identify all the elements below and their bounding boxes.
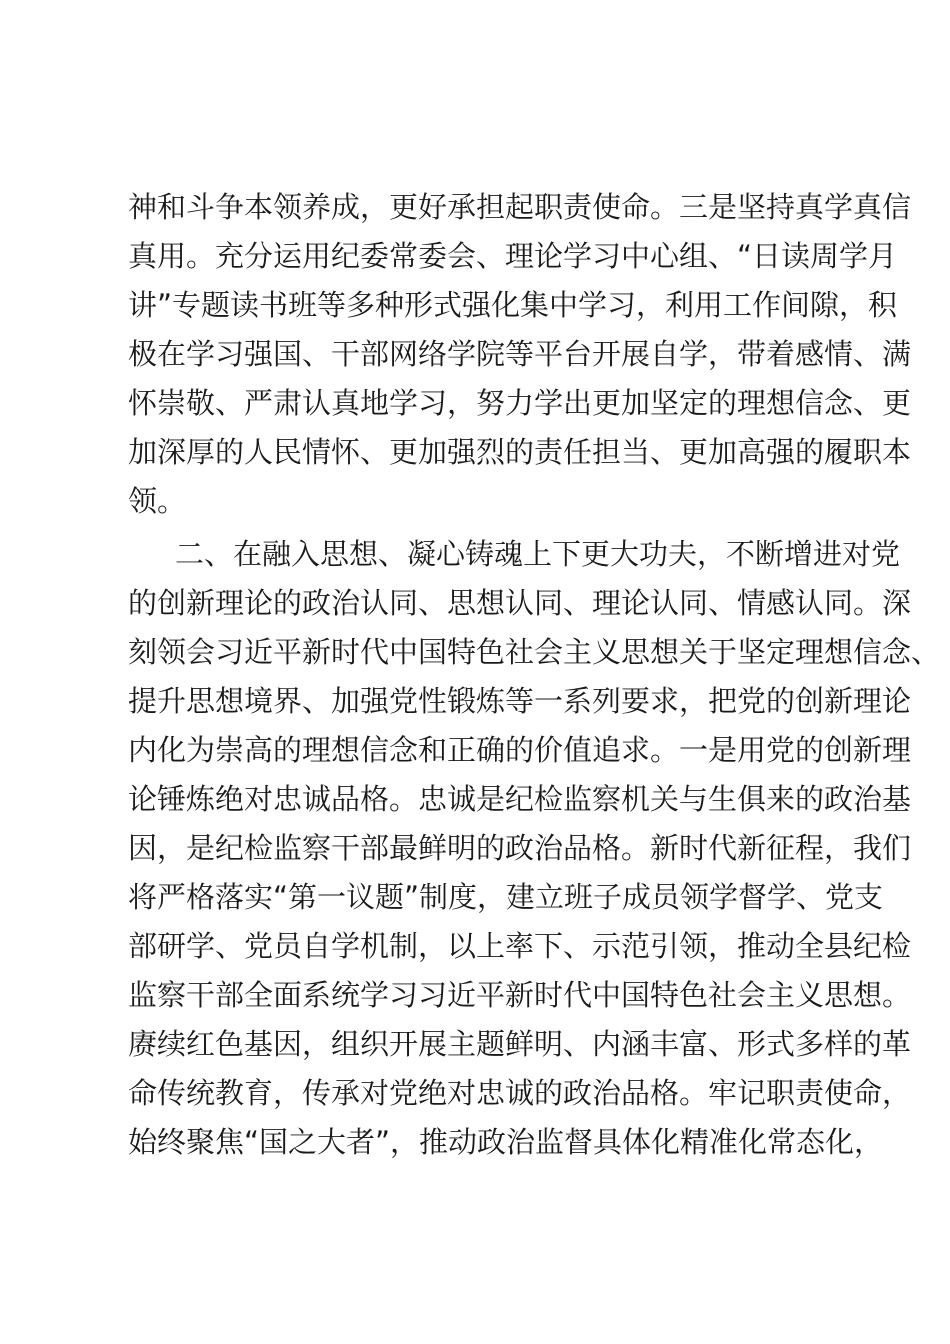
text-line: 讲”专题读书班等多种形式强化集中学习，利用工作间隙，积 — [128, 288, 898, 322]
text-line: 怀崇敬、严肃认真地学习，努力学出更加坚定的理想信念、更 — [128, 386, 912, 420]
text-line: 始终聚焦“国之大者”，推动政治监督具体化精准化常态化， — [128, 1125, 884, 1159]
text-line: 论锤炼绝对忠诚品格。忠诚是纪检监察机关与生俱来的政治基 — [128, 782, 912, 816]
text-line: 真用。充分运用纪委常委会、理论学习中心组、“日读周学月 — [128, 239, 898, 273]
text-line: 神和斗争本领养成，更好承担起职责使命。三是坚持真学真信 — [128, 190, 912, 224]
text-line: 加深厚的人民情怀、更加强烈的责任担当、更加高强的履职本 — [128, 435, 912, 469]
text-line: 监察干部全面系统学习习近平新时代中国特色社会主义思想。 — [128, 978, 912, 1012]
text-line: 极在学习强国、干部网络学院等平台开展自学，带着感情、满 — [128, 337, 912, 371]
text-line: 领。 — [128, 484, 187, 518]
paragraph-heading-line: 二、在融入思想、凝心铸魂上下更大功夫，不断增进对党 — [175, 537, 901, 571]
text-line: 部研学、党员自学机制，以上率下、示范引领，推动全县纪检 — [128, 929, 912, 963]
text-line: 命传统教育，传承对党绝对忠诚的政治品格。牢记职责使命， — [128, 1076, 912, 1110]
text-line: 刻领会习近平新时代中国特色社会主义思想关于坚定理想信念、 — [128, 635, 941, 669]
text-line: 赓续红色基因，组织开展主题鲜明、内涵丰富、形式多样的革 — [128, 1027, 912, 1061]
text-line: 将严格落实“第一议题”制度，建立班子成员领学督学、党支 — [128, 880, 884, 914]
text-line: 提升思想境界、加强党性锻炼等一系列要求，把党的创新理论 — [128, 684, 912, 718]
text-line: 因，是纪检监察干部最鲜明的政治品格。新时代新征程，我们 — [128, 831, 912, 865]
text-line: 的创新理论的政治认同、思想认同、理论认同、情感认同。深 — [128, 586, 912, 620]
text-line: 内化为崇高的理想信念和正确的价值追求。一是用党的创新理 — [128, 733, 912, 767]
